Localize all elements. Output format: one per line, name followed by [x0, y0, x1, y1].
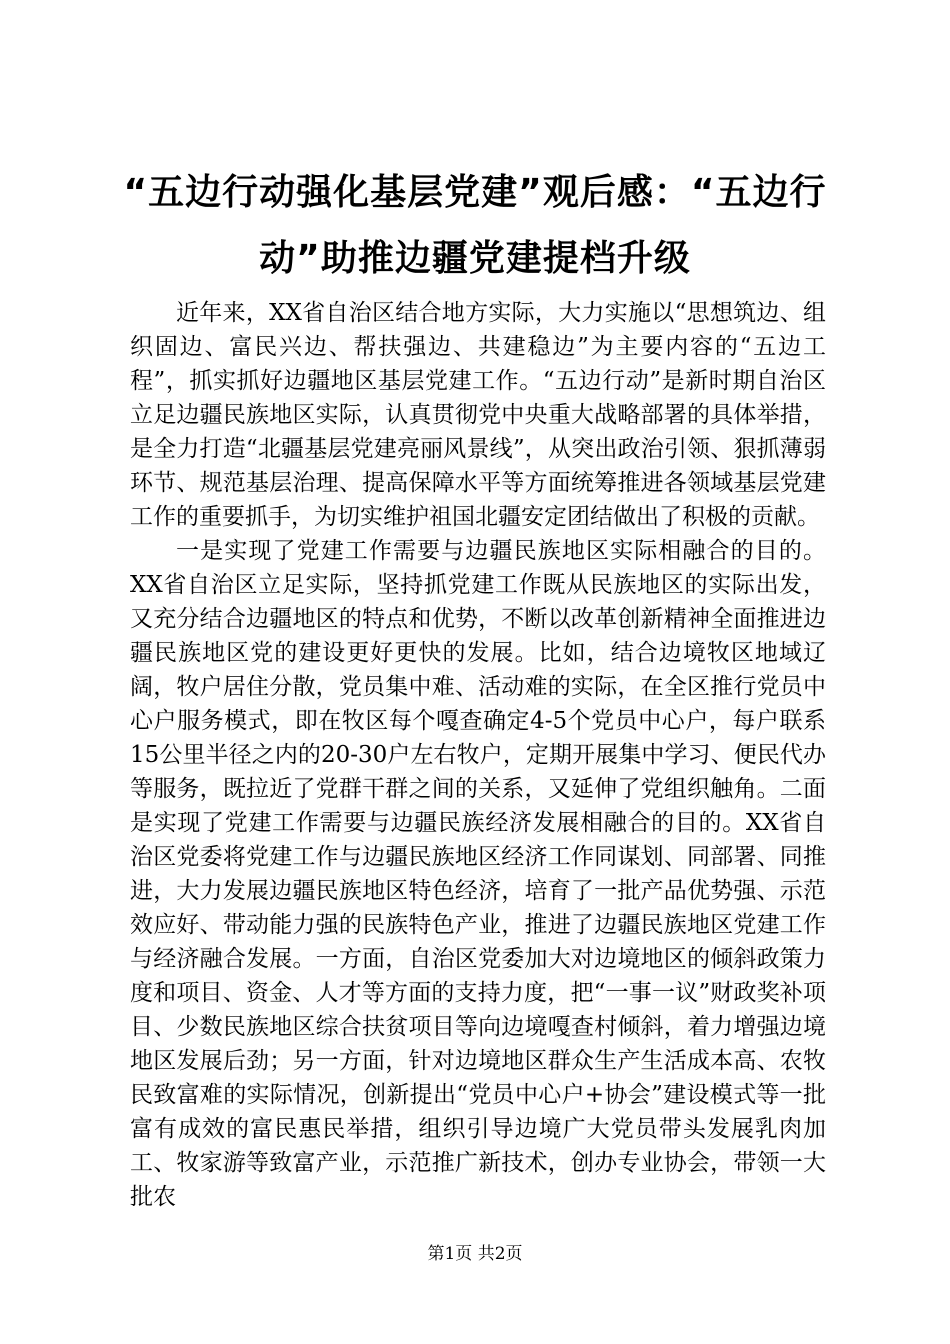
paragraph-first-point: 一是实现了党建工作需要与边疆民族地区实际相融合的目的。XX省自治区立足实际，坚持抓党建工作既从民族地区的实际出发，又充分结合边疆地区的特点和优势，不断以改革创新精神全面推进边疆民族地区党的建设更好更快的发展。比如，结合边境牧区地域辽阔，牧户居住分散，党员集中难、活动难的实际，在全区推行党员中心户服务模式，即在牧区每个嘎查确定4-5个党员中心户，每户联系15公里半径之内的20-30户左右牧户，定期开展集中学习、便民代办等服务，既拉近了党群干群之间的关系，又延伸了党组织触角。二面是实现了党建工作需要与边疆民族经济发展相融合的目的。XX省自治区党委将党建工作与边疆民族地区经济工作同谋划、同部署、同推进，大力发展边疆民族地区特色经济，培育了一批产品优势强、示范效应好、带动能力强的民族特色产业，推进了边疆民族地区党建工作与经济融合发展。一方面，自治区党委加大对边境地区的倾斜政策力度和项目、资金、人才等方面的支持力度，把“一事一议”财政奖补项目、少数民族地区综合扶贫项目等向边境嘎查村倾斜，着力增强边境地区发展后劲；另一方面，针对边境地区群众生产生活成本高、农牧民致富难的实际情况，创新提出“党员中心户+协会”建设模式等一批富有成效的富民惠民举措，组织引导边境广大党员带头发展乳肉加工、牧家游等致富产业，示范推广新技术，创办专业协会，带领一大批农: [130, 538, 826, 1210]
paragraph-intro: 近年来，XX省自治区结合地方实际，大力实施以“思想筑边、组织固边、富民兴边、帮扶强边、共建稳边”为主要内容的“五边工程”，抓实抓好边疆地区基层党建工作。“五边行动”是新时期自治区立足边疆民族地区实际，认真贯彻党中央重大战略部署的具体举措，是全力打造“北疆基层党建亮丽风景线”，从突出政治引领、狠抓薄弱环节、规范基层治理、提高保障水平等方面统筹推进各领域基层党建工作的重要抓手，为切实维护祖国北疆安定团结做出了积极的贡献。: [130, 300, 826, 530]
document-body: [130, 296, 826, 1214]
page-footer: 第1页 共2页: [427, 1244, 523, 1264]
document-title: “五边行动强化基层党建”观后感：“五边行动”助推边疆党建提档升级: [123, 172, 827, 279]
